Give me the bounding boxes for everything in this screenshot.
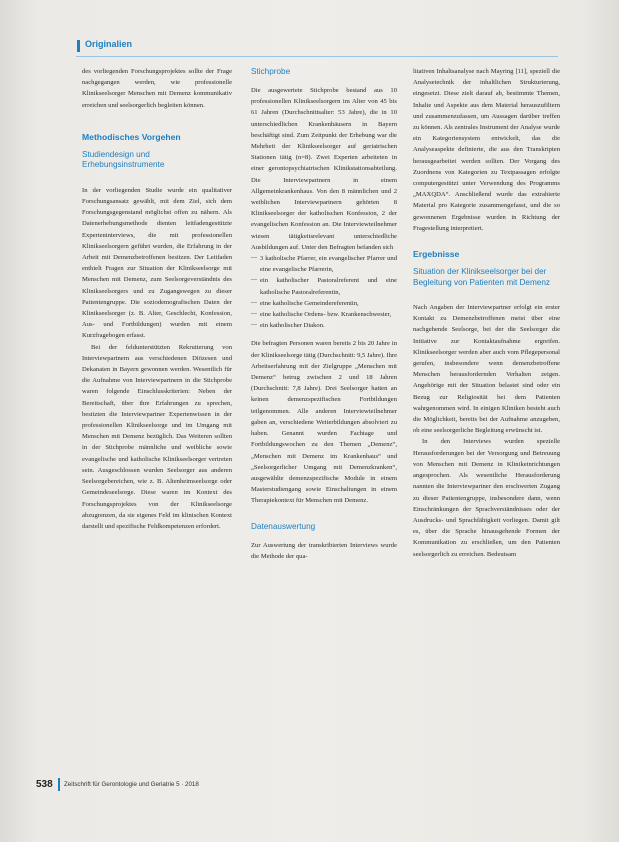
heading-results: Ergebnisse — [413, 249, 460, 260]
paragraph-method: litativen Inhaltsanalyse nach Mayring [11], speziell die Analysetechnik der inhaltlichen Strukturierung, eingesetzt. Diese zielt darauf ab, bestimmte Themen, Inhalte und Aspekte aus dem Material herauszufiltern und zusammenzufassen, um Aussagen darüber treffen zu können. Als zentrales Instrument der Analyse wurde ein Kategoriensystem entwickelt, das die Analyseaspekte definierte, die aus den Transkripten herausgearbeitet werden sollten. Der Vorgang des Zuordnens von Kategorien zu Textpassagen erfolgte computergestützt unter Verwendung des Programms „MAXQDA“. Anschließend wurde das extrahierte Material pro Kategorie zusammengefasst, und die so gewonnenen Ergebnisse wurden in Richtung der Fragestellung interpretiert. — [413, 68, 560, 232]
subheading-situation: Situation der Klinikseelsorger bei der Begleitung von Patienten mit Demenz — [413, 267, 550, 287]
list-item: — 3 katholische Pfarrer, ein evangelischer Pfarrer und eine evangelische Pfarrerin, — [251, 253, 397, 275]
column-middle — [251, 66, 397, 562]
paragraph-sample: Die ausgewertete Stichprobe bestand aus 10 professionellen Klinikseelsorgern im Alter von 45 bis 61 Jahren (Durchschnittsalter: 53 Jahre), die in 10 unterschiedlichen Krankenhäusern in Bayern beschäftigt sind. Zum Zeitpunkt der Erhebung war die Mehrheit der Klinikseelsorger auf geriatrischen Stationen tätig (n=8). Zwei Experten arbeiteten in einer gerontopsychiatrischen Klinikstationsabteilung. Die Interviewpartnern in einem Allgemeinkrankenhaus. Von den 8 männlichen und 2 weiblichen Interviewpartnern gehörten 8 Klinikseelsorger der katholischen Konfession, 2 der evangelischen Konfession an. Die Interviewteilnehmer wiesen tätigkeitsrelevant unterschiedliche Ausbildungen auf. Unter den Befragten befanden sich — [251, 87, 397, 251]
paragraph-recruitment: Bei der feldunterstützten Rekrutierung von Interviewpartnern aus verschiedenen Diözesen und Dekanaten in Bayern gewonnen werden. Wesentlich für die Aufnahme von Interviewpartnern in die Stichprobe waren folgende Einschlusskriterien: Neben der Bereitschaft, über ihre Erfahrungen zu sprechen, besitzten die Interviewpartner Expertenwissen in der professionellen Klinikseelsorge und im Umgang mit Menschen mit Demenz bezüglich. Das Weiteren sollten in der Stichprobe männliche und weibliche sowie evangelische und katholische Klinikseelsorger vertreten sein. Ausgeschlossen wurden Seelsorger aus anderen Seelsorgebereichen, wie z. B. Altenheimseelsorge oder Gemeindeseelsorge. Diese waren im Kontext des Forschungsprojektes von der Klinikseelsorge abzugrenzen, da sie eigenes Feld im klinischen Kontext darstellt und spezifische Feldkompetenzen erfordert. — [82, 343, 232, 530]
column-right — [413, 66, 560, 560]
subheading-data-evaluation: Datenauswertung — [251, 521, 316, 531]
paragraph-evaluation: Zur Auswertung der transkribierten Interviews wurde die Methode der qua- — [251, 541, 397, 560]
page-number: 538 — [36, 779, 53, 790]
paragraph-experience: Die befragten Personen waren bereits 2 bis 20 Jahre in der Klinikseelsorge tätig (Durchschnitt: 9,5 Jahre). Ihre Arbeitserfahrung mit der Zielgruppe „Menschen mit Demenz“ betrug zwischen 2 und 18 Jahren (Durchschnitt: 7,8 Jahre). Drei Seelsorger hatten an keinen demenzspezifischen Fortbildungen teilgenommen. Alle anderen Interviewteilnehmer gaben an, verschiedene Weiterbildungen absolviert zu haben. Genannt wurden Fachtage und Fortbildungswochen zu den Themen „Demenz“, „Menschen mit Demenz im Krankenhaus“ und „Seelsorgerlicher Umgang mit Demenzkranken“, ausgewählte demenzspezifische Module in einem Masterstudiengang sowie Einschaltungen in einem Therapiekontext für Menschen mit Demenz. — [251, 340, 397, 505]
paragraph-study-design: In der vorliegenden Studie wurde ein qualitativer Forschungsansatz gewählt, mit dem Ziel, sich dem Forschungsgegenstand möglichst offen zu nähern. Als Datenerhebungsmethode dienten leitfadengestützte Experteninterviews, die mit professionellen Klinikseelsorgern geführt wurden, die Erfahrung in der Arbeit mit Demenzbetroffenen besitzen. Der Leitfaden enthielt Fragen zur Situation der Klinikseelsorge mit Menschen mit Demenz, zum Seelsorgeverständnis des Klinikseelsorgers und zu Zugangswegen zu dieser Patientengruppe. Die soziodemografischen Daten der Klinikseelsorger (z. B. Alter, Geschlecht, Konfession, Aus- und Fortbildungen) wurden mit einem Kurzfragebogen erfasst. — [82, 186, 232, 340]
paragraph-challenges: In den Interviews wurden spezielle Herausforderungen bei der Versorgung und Betreuung von Menschen mit Demenz in Klinikeinrichtungen angesprochen. Als wesentliche Herausforderung nannten die Interviewpartner den erschwerten Zugang zu dieser Patientengruppe, insbesondere dann, wenn Einschränkungen der Sprachverständnisses oder der Ausdrucks- und Sprachfähigkeit vorliegen. Damit gilt es, über die Sprache hinausgehende Formen der Kommunikation zu erschließen, um den Patienten seelsorgerlich zu erreichen. Bedeutsam — [413, 438, 560, 558]
list-item: — eine katholische Ordens- bzw. Krankenschwester, — [251, 309, 397, 320]
list-item: — eine katholische Gemeindereferentin, — [251, 298, 397, 309]
header-divider — [76, 56, 558, 57]
participants-list — [251, 253, 397, 331]
paragraph-situation: Nach Angaben der Interviewpartner erfolgt ein erster Kontakt zu Demenzbetroffenen meist über eine nachgehende Seelsorge, bei der die Seelsorger die Initiative zur Kontaktaufnahme ergreifen. Klinikseelsorger werden aber auch vom Pflegepersonal gerufen, insbesondere wenn demenzbetroffene Menschen herausfordernden Verhalten zeigen. Angehörige mit der Situation belastet sind oder ein Bezug zur Religiosität bei dem Patienten wahrgenommen wird. In einigen Kliniken besteht auch die Möglichkeit, bereits bei der Aufnahme anzugeben, ob eine seelsorgerliche Begleitung erwünscht ist. — [413, 304, 560, 435]
footer-marker — [58, 778, 60, 791]
heading-methods: Methodisches Vorgehen — [82, 131, 181, 142]
list-item: — ein katholischer Pastoralreferent und eine katholische Pastoralreferentin, — [251, 275, 397, 297]
subheading-study-design: Studiendesign und Erhebungsinstrumente — [82, 149, 165, 170]
list-item: — ein katholischer Diakon. — [251, 320, 397, 331]
column-left — [82, 66, 232, 532]
intro-paragraph: des vorliegenden Forschungsprojektes sollte der Frage nachgegangen werden, wie professionelle Klinikseelsorger Menschen mit Demenz kommunikativ erreichen und seelsorgerlich begleiten können. — [82, 68, 232, 109]
subheading-sample: Stichprobe — [251, 67, 291, 76]
section-marker — [77, 40, 80, 52]
section-label: Originalien — [85, 39, 133, 49]
journal-citation: Zeitschrift für Gerontologie und Geriatrie 5 · 2018 — [64, 781, 199, 788]
